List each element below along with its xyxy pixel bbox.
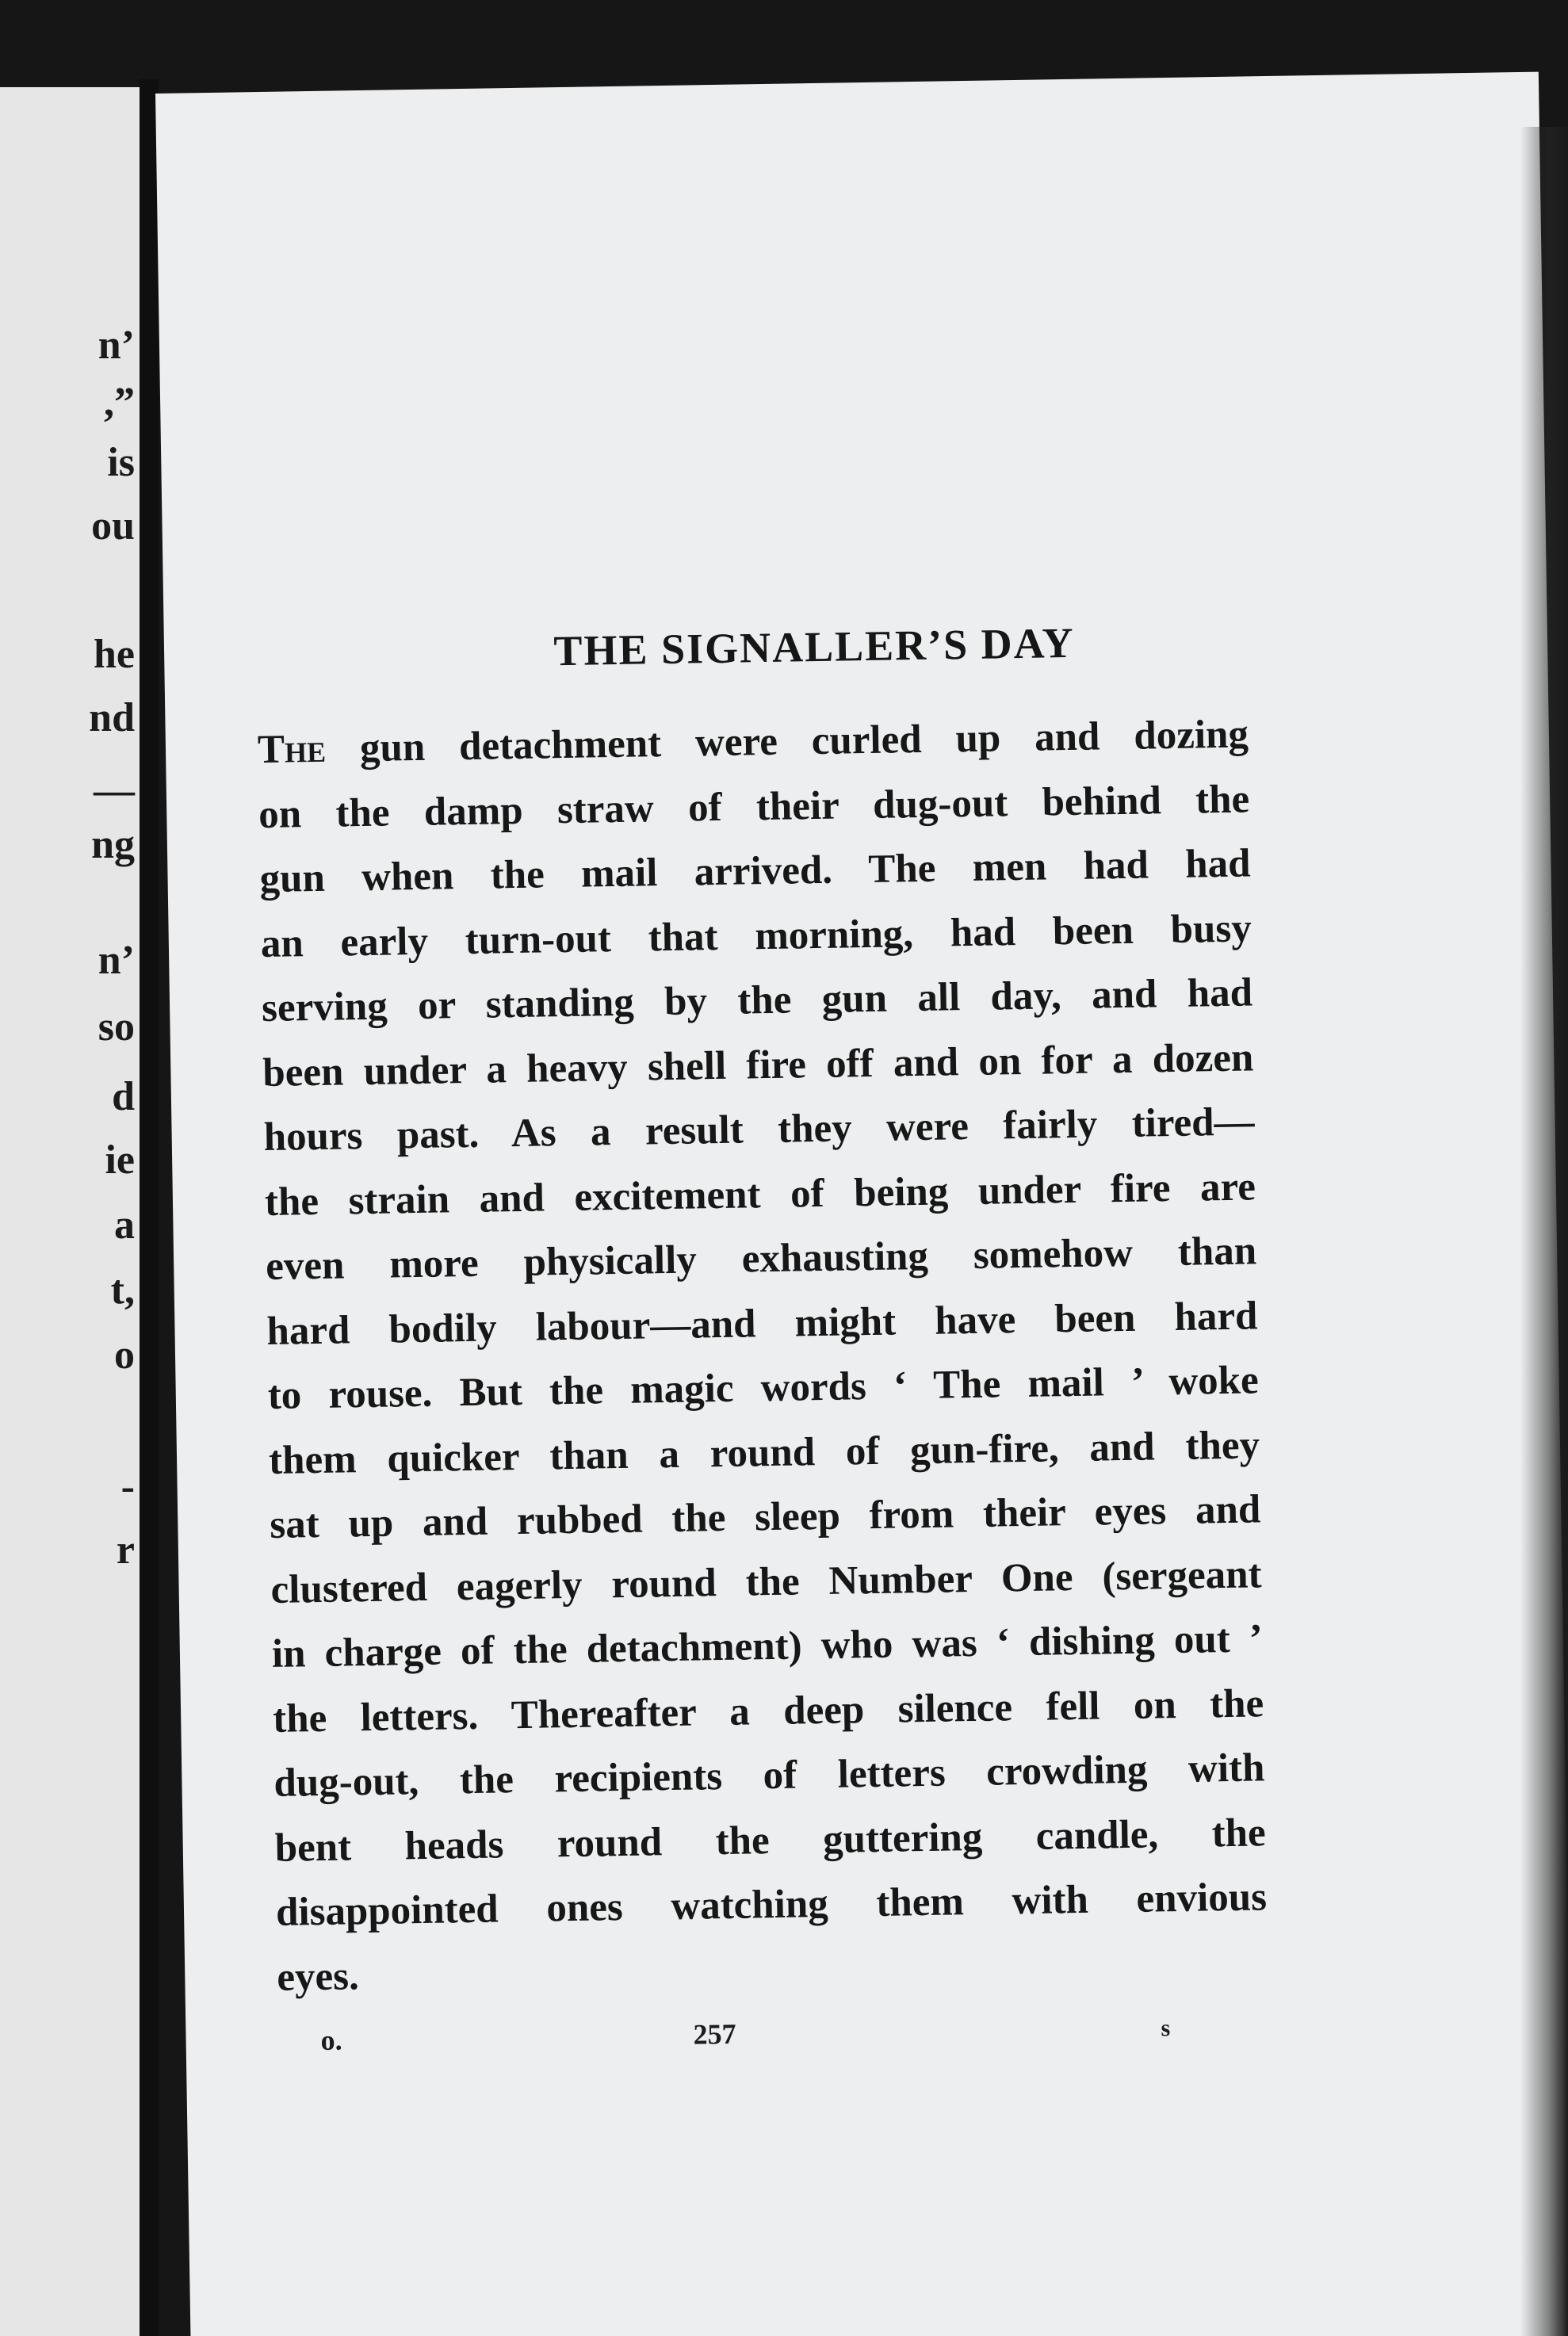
text-line: the letters. Thereafter a deep silence fell on the [272,1680,1264,1741]
book-gutter [140,79,159,2336]
text-line: even more physically exhausting somehow than [265,1229,1257,1289]
facing-page-text: - [120,1464,135,1509]
facing-page-text: n’ [98,938,135,983]
text-line: them quicker than a round of gun-fire, and they [268,1422,1260,1483]
facing-page-text: he [94,632,135,677]
text-line: the strain and excitement of being under fire are [264,1164,1256,1225]
facing-page-text: is [107,440,135,485]
text-line: in charge of the detachment) who was ‘ dishing out ’ [271,1616,1264,1676]
text-line: serving or standing by the gun all day, and had [261,970,1253,1031]
facing-page-text: ,” [104,380,135,425]
text-line: dug-out, the recipients of letters crowding with [273,1745,1265,1806]
chapter-title: THE SIGNALLER’S DAY [553,618,1076,675]
edge-mark: s [1161,2015,1171,2042]
facing-page-text: ie [105,1137,135,1183]
text-line: to rouse. But the magic words ‘ The mail ’ woke [267,1358,1260,1418]
facing-page-text: o [114,1332,135,1378]
book-page [155,72,1568,2336]
text-line: hard bodily labour—and might have been hard [266,1293,1258,1354]
text-line: on the damp straw of their dug-out behind the [258,776,1250,837]
text-line: hours past. As a result they were fairly tired— [263,1099,1255,1160]
facing-page-text: so [98,1004,135,1049]
facing-page-fragment [0,87,140,2336]
text-line: gun when the mail arrived. The men had had [259,841,1251,902]
page-footer [185,2004,1568,2073]
facing-page-text: a [114,1202,135,1248]
signature-mark: o. [320,2024,342,2057]
facing-page-text: t, [110,1267,135,1313]
text-line: bent heads round the guttering candle, the [274,1810,1267,1871]
drop-word: The [257,726,327,773]
text-line: eyes. [276,1953,360,2000]
text-line: sat up and rubbed the sleep from their eyes and [269,1487,1261,1547]
text-line: The gun detachment were curled up and dozing [257,712,1249,773]
text-line: disappointed ones watching them with envious [275,1875,1268,1935]
facing-page-text: ng [91,822,135,867]
page-edge-shadow [1520,127,1568,2336]
text-line: clustered eagerly round the Number One (sergeant [270,1551,1262,1612]
body-paragraph [257,702,1268,2009]
facing-page-text: — [94,768,135,813]
facing-page-text: r [116,1527,135,1573]
facing-page-text: ou [91,503,135,549]
page-number: 257 [693,2017,736,2051]
facing-page-text: n’ [98,323,135,368]
facing-page-text: d [112,1074,135,1119]
facing-page-text: nd [89,695,135,740]
text-line: been under a heavy shell fire off and on for a dozen [262,1034,1254,1095]
text-line: an early turn-out that morning, had been busy [260,905,1252,966]
